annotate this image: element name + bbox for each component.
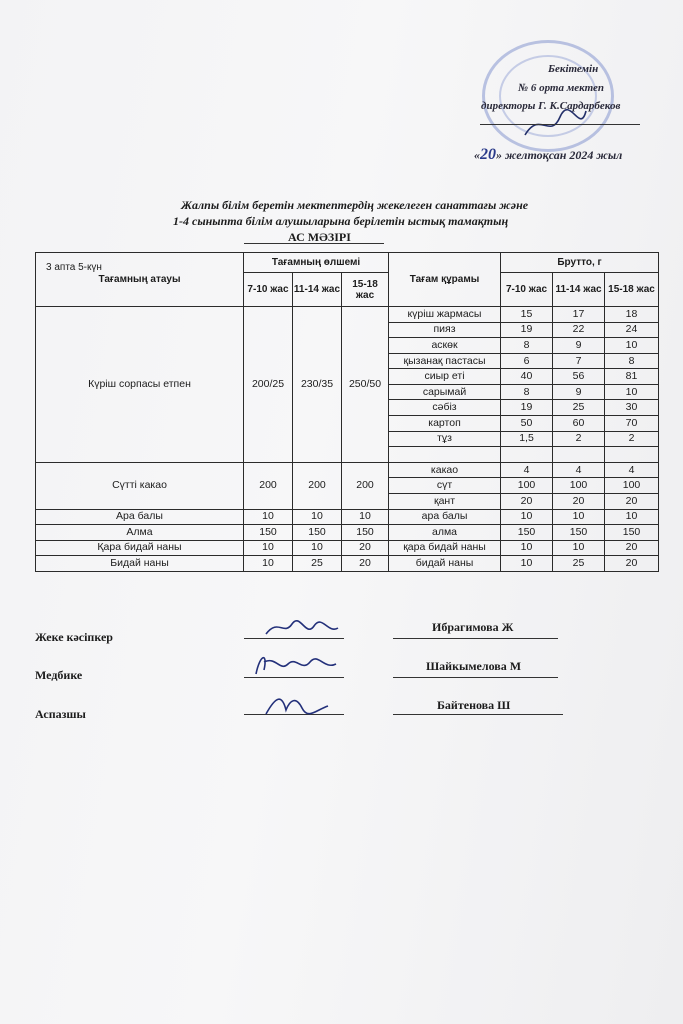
brutto-cell: 10 xyxy=(605,509,659,525)
signature-name-2: Шайкымелова М xyxy=(426,659,522,673)
table-row xyxy=(36,525,659,541)
brutto-cell: 24 xyxy=(605,322,659,338)
portion-cell: 200 xyxy=(342,462,389,509)
ingredient-cell: күріш жармасы xyxy=(389,307,501,323)
dish-name-cell: Қара бидай наны xyxy=(36,540,244,556)
approval-date: «20» желтоқсан 2024 жыл xyxy=(474,146,623,163)
week-label: 3 апта 5-күн xyxy=(46,262,102,273)
header-brutto-age-3: 15-18 жас xyxy=(605,273,659,307)
signature-role-1: Жеке кәсіпкер xyxy=(35,630,113,644)
brutto-cell: 4 xyxy=(501,462,553,478)
signature-scribble-3 xyxy=(262,690,332,718)
header-portion-age-1: 7-10 жас xyxy=(244,273,293,307)
approval-day: 20 xyxy=(480,146,496,163)
signature-scribble-2 xyxy=(250,648,340,680)
portion-cell: 20 xyxy=(342,556,389,572)
brutto-cell: 25 xyxy=(553,400,605,416)
header-composition: Тағам құрамы xyxy=(389,253,501,307)
brutto-cell: 50 xyxy=(501,416,553,432)
brutto-cell: 6 xyxy=(501,353,553,369)
brutto-cell: 15 xyxy=(501,307,553,323)
brutto-cell: 4 xyxy=(605,462,659,478)
menu-table-body xyxy=(36,307,659,572)
portion-cell: 250/50 xyxy=(342,307,389,463)
brutto-cell: 8 xyxy=(501,384,553,400)
brutto-cell xyxy=(501,447,553,463)
ingredient-cell: бидай наны xyxy=(389,556,501,572)
brutto-cell: 20 xyxy=(605,556,659,572)
portion-cell: 25 xyxy=(293,556,342,572)
brutto-cell xyxy=(605,447,659,463)
portion-cell: 20 xyxy=(342,540,389,556)
portion-cell: 10 xyxy=(293,509,342,525)
brutto-cell: 7 xyxy=(553,353,605,369)
header-portion-age-2: 11-14 жас xyxy=(293,273,342,307)
dish-name-cell: Алма xyxy=(36,525,244,541)
brutto-cell: 19 xyxy=(501,400,553,416)
brutto-cell: 25 xyxy=(553,556,605,572)
brutto-cell: 20 xyxy=(605,493,659,509)
header-portion-size: Тағамның өлшемі xyxy=(244,253,389,273)
signature-scribble-1 xyxy=(262,614,342,644)
heading-line-1: Жалпы білім беретін мектептердің жекелеген санаттағы және xyxy=(181,198,529,212)
portion-cell: 150 xyxy=(342,525,389,541)
portion-cell: 10 xyxy=(293,540,342,556)
brutto-cell: 8 xyxy=(605,353,659,369)
header-dish-name: Тағамның атауы xyxy=(36,253,244,307)
brutto-cell: 40 xyxy=(501,369,553,385)
approval-signature-line xyxy=(480,124,640,125)
approval-date-rest: желтоқсан 2024 жыл xyxy=(505,148,623,162)
ingredient-cell: тұз xyxy=(389,431,501,447)
header-brutto-age-1: 7-10 жас xyxy=(501,273,553,307)
portion-cell: 10 xyxy=(244,509,293,525)
heading-line-2: 1-4 сыныпта білім алушыларына берілетін ыстық тамақтың xyxy=(173,214,509,228)
approval-school: № 6 орта мектеп xyxy=(518,82,604,94)
approval-director: директоры Г. К.Сардарбеков xyxy=(481,100,621,112)
portion-cell: 150 xyxy=(244,525,293,541)
brutto-cell: 10 xyxy=(605,384,659,400)
brutto-cell: 56 xyxy=(553,369,605,385)
dish-name-cell: Күріш сорпасы етпен xyxy=(36,307,244,463)
brutto-cell: 150 xyxy=(605,525,659,541)
table-row xyxy=(36,556,659,572)
brutto-cell: 20 xyxy=(501,493,553,509)
brutto-cell: 100 xyxy=(605,478,659,494)
brutto-cell: 10 xyxy=(501,509,553,525)
brutto-cell: 2 xyxy=(605,431,659,447)
brutto-cell: 30 xyxy=(605,400,659,416)
brutto-cell: 1,5 xyxy=(501,431,553,447)
brutto-cell: 10 xyxy=(553,540,605,556)
ingredient-cell: қант xyxy=(389,493,501,509)
ingredient-cell xyxy=(389,447,501,463)
brutto-cell: 10 xyxy=(501,540,553,556)
brutto-cell: 100 xyxy=(501,478,553,494)
brutto-cell: 150 xyxy=(553,525,605,541)
name-line-1 xyxy=(393,638,558,639)
ingredient-cell: какао xyxy=(389,462,501,478)
portion-cell: 200/25 xyxy=(244,307,293,463)
brutto-cell: 17 xyxy=(553,307,605,323)
dish-name-cell: Сүтті какао xyxy=(36,462,244,509)
signature-role-3: Аспазшы xyxy=(35,707,86,721)
dish-name-cell: Бидай наны xyxy=(36,556,244,572)
brutto-cell: 9 xyxy=(553,384,605,400)
brutto-cell: 8 xyxy=(501,338,553,354)
brutto-cell: 9 xyxy=(553,338,605,354)
portion-cell: 10 xyxy=(244,540,293,556)
ingredient-cell: сүт xyxy=(389,478,501,494)
ingredient-cell: пияз xyxy=(389,322,501,338)
signature-role-2: Медбике xyxy=(35,668,83,682)
brutto-cell: 70 xyxy=(605,416,659,432)
table-row xyxy=(36,540,659,556)
ingredient-cell: қара бидай наны xyxy=(389,540,501,556)
brutto-cell: 19 xyxy=(501,322,553,338)
brutto-cell: 18 xyxy=(605,307,659,323)
brutto-cell: 4 xyxy=(553,462,605,478)
brutto-cell: 22 xyxy=(553,322,605,338)
dish-name-cell: Ара балы xyxy=(36,509,244,525)
ingredient-cell: сарымай xyxy=(389,384,501,400)
ingredient-cell: сәбіз xyxy=(389,400,501,416)
header-brutto-age-2: 11-14 жас xyxy=(553,273,605,307)
ingredient-cell: картоп xyxy=(389,416,501,432)
brutto-cell: 10 xyxy=(553,509,605,525)
name-line-3 xyxy=(393,714,563,715)
brutto-cell: 150 xyxy=(501,525,553,541)
brutto-cell: 20 xyxy=(553,493,605,509)
portion-cell: 200 xyxy=(293,462,342,509)
ingredient-cell: қызанақ пастасы xyxy=(389,353,501,369)
portion-cell: 10 xyxy=(244,556,293,572)
brutto-cell: 81 xyxy=(605,369,659,385)
table-row xyxy=(36,462,659,478)
header-brutto: Брутто, г xyxy=(501,253,659,273)
ingredient-cell: алма xyxy=(389,525,501,541)
brutto-cell: 10 xyxy=(501,556,553,572)
ingredient-cell: сиыр еті xyxy=(389,369,501,385)
brutto-cell: 10 xyxy=(605,338,659,354)
heading-line-3: АС МӘЗІРІ xyxy=(288,230,351,244)
portion-cell: 200 xyxy=(244,462,293,509)
portion-cell: 230/35 xyxy=(293,307,342,463)
table-row xyxy=(36,307,659,323)
name-line-2 xyxy=(393,677,558,678)
brutto-cell: 20 xyxy=(605,540,659,556)
signature-name-3: Байтенова Ш xyxy=(437,698,511,712)
portion-cell: 10 xyxy=(342,509,389,525)
menu-table xyxy=(35,252,659,572)
header-portion-age-3: 15-18 жас xyxy=(342,273,389,307)
portion-cell: 150 xyxy=(293,525,342,541)
brutto-cell: 100 xyxy=(553,478,605,494)
brutto-cell: 60 xyxy=(553,416,605,432)
ingredient-cell: ара балы xyxy=(389,509,501,525)
ingredient-cell: аскөк xyxy=(389,338,501,354)
brutto-cell: 2 xyxy=(553,431,605,447)
heading-underline xyxy=(244,243,384,244)
table-row xyxy=(36,509,659,525)
signature-name-1: Ибрагимова Ж xyxy=(432,620,514,634)
approval-title: Бекітемін xyxy=(548,63,599,75)
brutto-cell xyxy=(553,447,605,463)
